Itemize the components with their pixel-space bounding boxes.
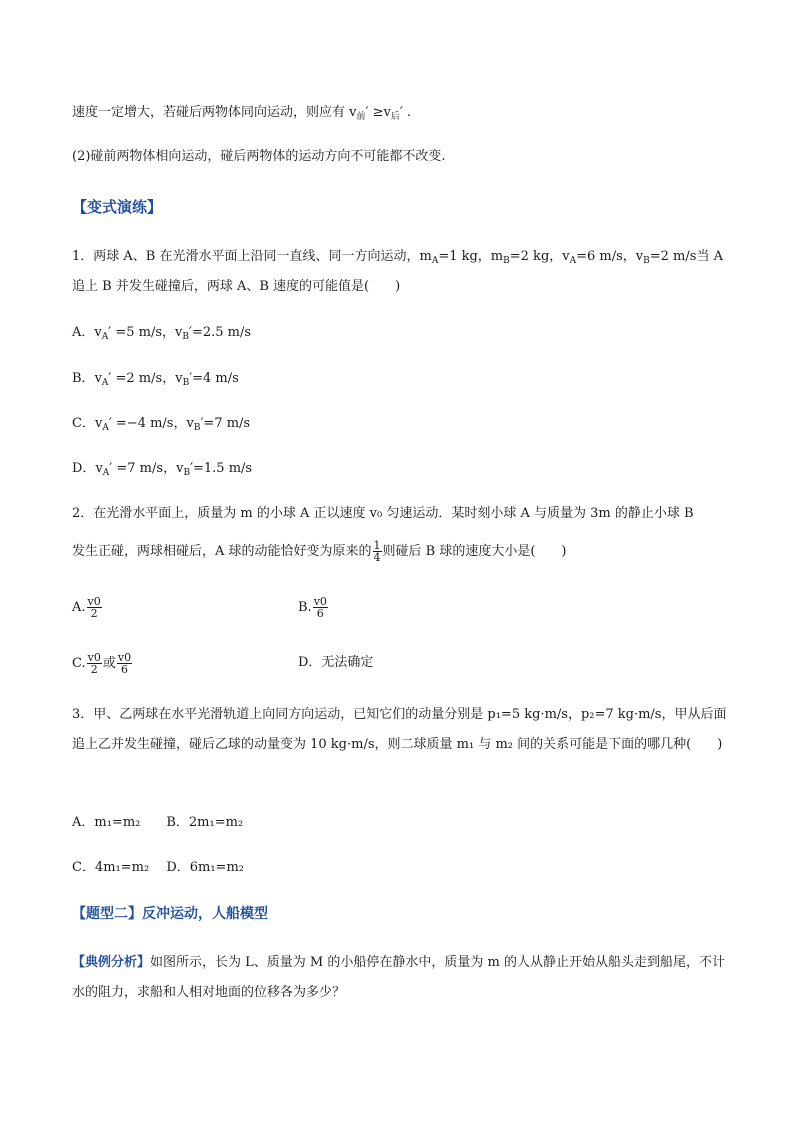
section-heading-variant-practice: 【变式演练】 — [72, 198, 163, 216]
q2-stem-line-2: 发生正碰，两球相碰后，A 球的动能恰好变为原来的 $\frac{1}{4}$ 则碰后 B 球的速度大小是( ) — [72, 539, 567, 564]
q2-option-b: B. $\frac{v0}{6}$ — [298, 595, 327, 620]
q1-option-d: D．$v_A' =7$ m/s，$v_B'=1.5$ m/s — [72, 461, 253, 478]
q2-option-a: A. $\frac{v0}{2}$ — [72, 595, 101, 620]
intro-line-1: 速度一定增大，若碰后两物体同向运动，则应有 $v_前' \ge v_后'$ . — [72, 105, 412, 122]
example-text: 如图所示，长为 L、质量为 M 的小船停在静水中，质量为 m 的人从静止开始从船头走到船尾，不计水的阻力，求船和人相对地面的位移各为多少？ — [72, 955, 725, 1000]
q3-stem: 3．甲、乙两球在水平光滑轨道上向同方向运动，已知它们的动量分别是 p₁=5 kg·m/s，p₂=7 kg·m/s，甲从后面追上乙并发生碰撞，碰后乙球的动量变为 10 kg·m/s，则二球质量 m₁ 与 m₂ 间的关系可能是下面的哪几种( ) — [72, 707, 727, 752]
fraction-one-quarter: $\frac{1}{4}$ — [373, 539, 381, 564]
q1-option-c: C．$v_A' =-4$ m/s，$v_B'=7$ m/s — [72, 416, 251, 433]
q2-stem-line-1: 2．在光滑水平面上，质量为 m 的小球 A 正以速度 v₀ 匀速运动．某时刻小球 A 与质量为 3m 的静止小球 B — [72, 506, 694, 521]
q1-stem-line-1: 1．两球 A、B 在光滑水平面上沿同一直线、同一方向运动，$m_A=1$ kg，$m_B=2$ kg，$v_A=6$ m/s，$v_B=2$ m/s当 A — [72, 249, 723, 266]
example-lead: 【典例分析】 — [72, 955, 151, 970]
q1-stem-line-2: 追上 B 并发生碰撞后，两球 A、B 速度的可能值是( ) — [72, 279, 401, 294]
q1-option-b: B．$v_A' =2$ m/s，$v_B'=4$ m/s — [72, 371, 239, 388]
intro-line-2: (2)碰前两物体相向运动，碰后两物体的运动方向不可能都不改变. — [72, 149, 446, 164]
example-analysis — [72, 948, 732, 1008]
q3-options-row-1: A．m₁=m₂ B．2m₁=m₂ — [72, 815, 244, 830]
section-heading-recoil-boat-model: 【题型二】反冲运动，人船模型 — [72, 906, 268, 922]
q3-options-row-2: C．4m₁=m₂ D．6m₁=m₂ — [72, 860, 244, 875]
q2-option-c: C. $\frac{v0}{2}$ 或 $\frac{v0}{6}$ — [72, 651, 132, 676]
q1-option-a: A．$v_A' =5$ m/s，$v_B'=2.5$ m/s — [72, 325, 252, 342]
q2-option-d: D．无法确定 — [298, 655, 374, 670]
